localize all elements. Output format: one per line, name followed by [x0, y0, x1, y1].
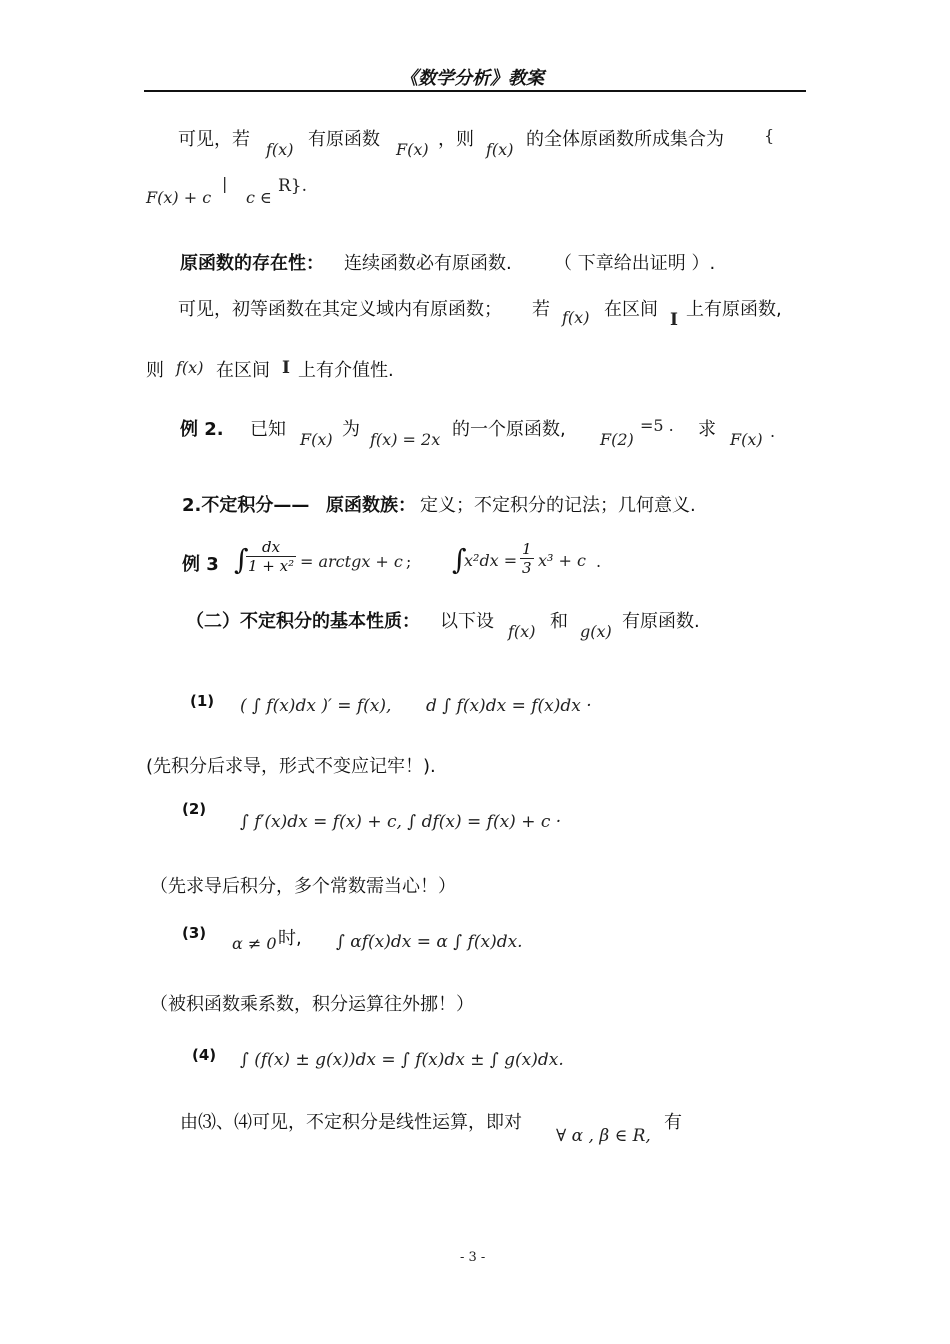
s3-f: f(x) [508, 622, 536, 641]
p3-text-7: 上有介值性. [298, 360, 394, 381]
ex3-fnum: 1 [522, 540, 532, 558]
page-number: - 3 - [460, 1250, 486, 1265]
p1-text-1: 可见，若 [178, 129, 250, 150]
page-header-title: 《数学分析》教案 [400, 68, 544, 89]
ex2-text-3: 的一个原函数, [452, 419, 566, 440]
ex2-F2: F(2) [600, 430, 634, 449]
ex2-F: F(x) [300, 430, 333, 449]
prop-4-text-2: 有 [664, 1112, 682, 1133]
prop-4-forall: ∀ α , β ∈ R, [556, 1126, 651, 1146]
p3-text-5: 则 [146, 360, 164, 381]
prop-2-note: （先求导后积分，多个常数需当心！） [150, 876, 456, 897]
ex3-fraction [246, 538, 296, 575]
prop-1-note: (先积分后求导，形式不变应记牢！). [146, 756, 436, 777]
prop-3-cond-2: 时, [278, 928, 302, 949]
p1-R: R}. [278, 176, 308, 196]
s3-text-1: 以下设 [440, 611, 494, 632]
p3-I: I [670, 310, 678, 330]
p3-f: f(x) [562, 308, 590, 327]
integral-sign: ∫ [234, 543, 249, 576]
p3-I2: I [282, 358, 290, 378]
section-3-heading: （二）不定积分的基本性质： [186, 611, 420, 632]
example-2-label: 例 2. [180, 419, 224, 440]
existence-text: 连续函数必有原函数. [344, 253, 512, 274]
p3-text-6: 在区间 [216, 360, 270, 381]
example-3-label: 例 3 [182, 554, 219, 575]
prop-2-label: (2) [182, 800, 207, 818]
existence-note: （ 下章给出证明 ）. [554, 253, 716, 274]
p1-f2: f(x) [486, 140, 514, 159]
prop-4-label: (4) [192, 1046, 217, 1064]
s3-g: g(x) [580, 622, 612, 641]
prop-3-cond: α ≠ 0 [232, 934, 277, 953]
ex2-text-4: 求 [698, 419, 716, 440]
p1-F: F(x) [396, 140, 429, 159]
ex3-fraction-2 [520, 540, 534, 577]
ex2-fx: f(x) = 2x [370, 430, 441, 449]
prop-3-formula: ∫ αf(x)dx = α ∫ f(x)dx. [336, 932, 523, 952]
p1-cin: c ∈ [246, 188, 272, 207]
p1-text-3: ，则 [438, 129, 474, 150]
ex3-lhs2: x²dx = [464, 551, 518, 570]
p3-f2: f(x) [176, 358, 204, 377]
ex3-fden: 3 [522, 559, 532, 577]
p3-text-4: 上有原函数, [686, 299, 782, 320]
ex2-dot: . [770, 422, 776, 441]
p3-text-1: 可见，初等函数在其定义域内有原函数； [178, 299, 502, 320]
prop-3-note: （被积函数乘系数，积分运算往外挪！） [150, 994, 474, 1015]
p1-f: f(x) [266, 140, 294, 159]
p1-bar: | [222, 174, 228, 193]
ex3-rhs: = arctgx + c [300, 552, 403, 571]
prop-3-label: (3) [182, 924, 207, 942]
p1-text-2: 有原函数 [308, 129, 380, 150]
s3-text-2: 和 [550, 611, 568, 632]
ex2-eq5: =5 . [640, 416, 674, 435]
p1-brace: { [764, 126, 775, 145]
prop-1-label: (1) [190, 692, 215, 710]
p3-text-3: 在区间 [604, 299, 658, 320]
s3-text-3: 有原函数. [622, 611, 700, 632]
prop-2-formula: ∫ f′(x)dx = f(x) + c, ∫ df(x) = f(x) + c · [240, 812, 562, 832]
p1-text-4: 的全体原函数所成集合为 [526, 129, 724, 150]
prop-1-formula: ( ∫ f(x)dx )′ = f(x), [240, 696, 392, 716]
ex3-dot: . [596, 552, 602, 571]
ex3-rhs2: x³ + c [538, 551, 586, 570]
ex2-text-2: 为 [342, 419, 360, 440]
existence-heading: 原函数的存在性： [180, 253, 324, 274]
header-rule [144, 90, 806, 92]
section-2-heading-b: 原函数族： [326, 495, 416, 516]
p3-text-2: 若 [532, 299, 550, 320]
ex3-num: dx [246, 538, 296, 557]
ex2-text-1: 已知 [250, 419, 286, 440]
ex3-den: 1 + x² [248, 557, 295, 575]
prop-4-formula: ∫ (f(x) ± g(x))dx = ∫ f(x)dx ± ∫ g(x)dx. [240, 1050, 564, 1070]
integral-sign-2: ∫ [452, 543, 467, 576]
p1-Fc: F(x) + c [146, 188, 212, 207]
ex2-F3: F(x) [730, 430, 763, 449]
section-2-heading-a: 2.不定积分—— [182, 495, 310, 516]
prop-4-text: 由⑶、⑷可见，不定积分是线性运算，即对 [180, 1112, 522, 1133]
ex3-semicolon: ; [406, 552, 412, 571]
prop-1-formula-2: d ∫ f(x)dx = f(x)dx · [426, 696, 592, 716]
section-2-text: 定义；不定积分的记法；几何意义. [420, 495, 696, 516]
